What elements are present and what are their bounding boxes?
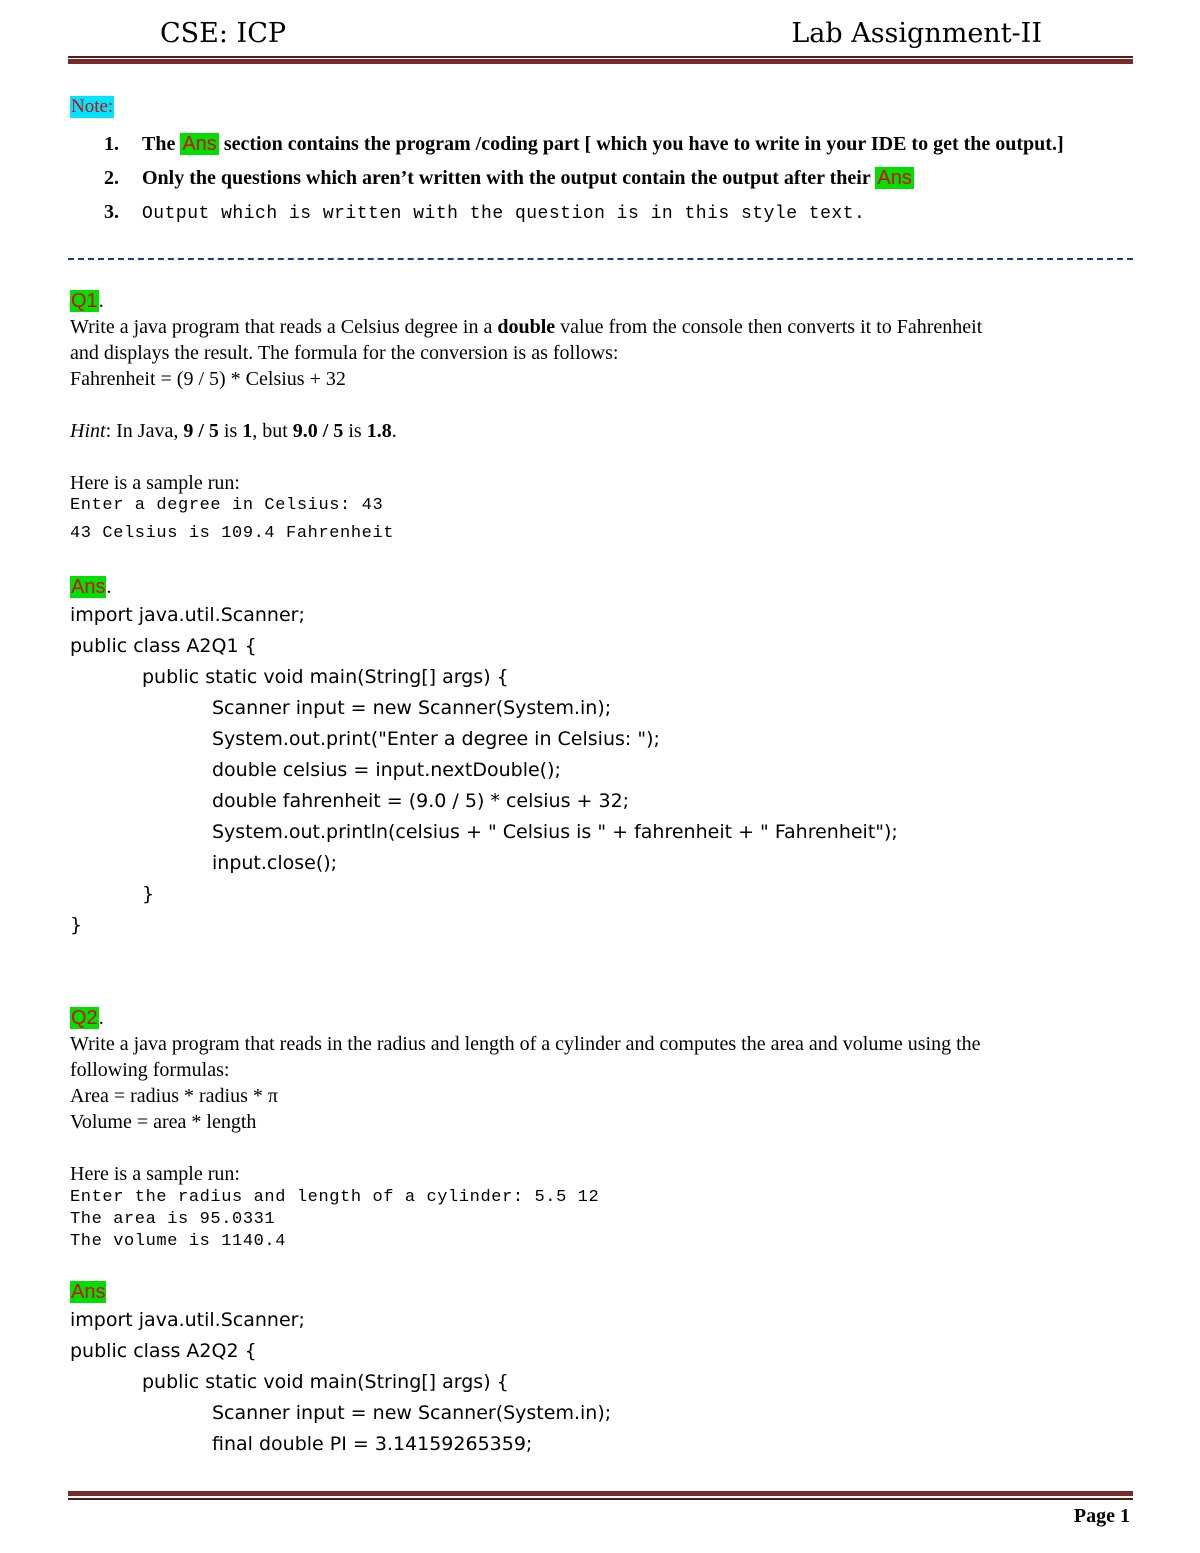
hint-text: 9 / 5	[183, 420, 219, 442]
page-number: Page 1	[1073, 1505, 1130, 1527]
hint-text: 1	[242, 420, 253, 442]
hint-text: 9.0 / 5	[292, 420, 344, 442]
code-line: }	[70, 914, 83, 936]
note-num: 2.	[104, 167, 119, 189]
code-line: System.out.println(celsius + " Celsius is " + fahrenheit + " Fahrenheit");	[212, 821, 898, 843]
code-line: double fahrenheit = (9.0 / 5) * celsius + 32;	[212, 790, 630, 812]
assignment-title: Lab Assignment-II	[791, 18, 1042, 49]
hint-text: .	[391, 420, 397, 442]
note-label: Note:	[71, 96, 114, 117]
header-rule-thick	[68, 59, 1133, 64]
q2-sample-output: The volume is 1140.4	[70, 1232, 287, 1251]
code-line: input.close();	[212, 852, 338, 874]
q2-punct: .	[98, 1007, 104, 1029]
q1-sample-output: Enter a degree in Celsius: 43	[70, 496, 384, 515]
q2-ans-label: Ans	[71, 1281, 106, 1303]
code-line: public class A2Q1 {	[70, 635, 257, 657]
code-line: Scanner input = new Scanner(System.in);	[212, 697, 612, 719]
q1-label: Q1	[71, 290, 98, 312]
note-item-3	[104, 198, 1114, 228]
q1-hint	[70, 418, 397, 444]
q1-ans-label: Ans	[71, 576, 106, 598]
q1-ans-heading	[70, 574, 111, 600]
code-line: }	[142, 883, 155, 905]
note-list	[104, 130, 1114, 234]
course-title: CSE: ICP	[160, 18, 287, 49]
ans-highlight: Ans	[182, 133, 217, 155]
q2-label: Q2	[71, 1007, 98, 1029]
q2-sample-output: Enter the radius and length of a cylinder: 5.5 12	[70, 1188, 600, 1207]
q2-heading	[70, 1005, 104, 1031]
q1-text-bold: double	[497, 316, 556, 338]
header-rule-thin	[68, 56, 1133, 58]
q1-text-line2: and displays the result. The formula for the conversion is as follows:	[70, 342, 619, 364]
dashed-separator	[68, 258, 1133, 260]
ans-highlight: Ans	[877, 167, 912, 189]
q1-text: Write a java program that reads a Celsius degree in a	[70, 316, 498, 338]
q1-formula: Fahrenheit = (9 / 5) * Celsius + 32	[70, 368, 346, 390]
q2-text-line2: following formulas:	[70, 1059, 230, 1081]
code-line: public static void main(String[] args) {	[142, 1371, 509, 1393]
q2-formula-volume: Volume = area * length	[70, 1111, 257, 1133]
hint-text: is	[218, 420, 243, 442]
q1-sample-output: 43 Celsius is 109.4 Fahrenheit	[70, 524, 395, 543]
note-num: 1.	[104, 133, 119, 155]
note-text: Only the questions which aren’t written with the output contain the output after their	[142, 167, 876, 189]
q2-sample-output: The area is 95.0331	[70, 1210, 276, 1229]
hint-text: , but	[252, 420, 293, 442]
code-line: import java.util.Scanner;	[70, 1309, 305, 1331]
note-text: section contains the program /coding part [ which you have to write in your IDE to get the output.]	[218, 133, 1064, 155]
q2-sample-intro: Here is a sample run:	[70, 1163, 240, 1185]
hint-text: is	[343, 420, 367, 442]
hint-text: 1.8	[366, 420, 392, 442]
q1-text-line1	[70, 314, 982, 340]
code-line: Scanner input = new Scanner(System.in);	[212, 1402, 612, 1424]
code-line: final double PI = 3.14159265359;	[212, 1433, 533, 1455]
note-text: The	[142, 133, 181, 155]
q1-punct: .	[98, 290, 104, 312]
q2-formula-area: Area = radius * radius * π	[70, 1085, 278, 1107]
q1-sample-intro: Here is a sample run:	[70, 472, 240, 494]
hint-label: Hint	[70, 420, 106, 442]
q2-ans-heading	[70, 1279, 106, 1305]
code-line: public static void main(String[] args) {	[142, 666, 509, 688]
note-text-mono: Output which is written with the question is in this style text.	[142, 204, 866, 224]
q1-heading	[70, 288, 104, 314]
code-line: import java.util.Scanner;	[70, 604, 305, 626]
code-line: public class A2Q2 {	[70, 1340, 257, 1362]
q1-text: value from the console then converts it to Fahrenheit	[555, 316, 983, 338]
footer-rule-thick	[68, 1491, 1133, 1496]
hint-text: : In Java,	[105, 420, 184, 442]
note-item-1	[104, 130, 1114, 158]
ans-punct: .	[106, 576, 112, 598]
note-num: 3.	[104, 201, 119, 223]
footer-rule-thin	[68, 1498, 1133, 1500]
note-item-2	[104, 164, 1114, 192]
q2-text-line1: Write a java program that reads in the radius and length of a cylinder and computes the area and volume using the	[70, 1033, 981, 1055]
code-line: System.out.print("Enter a degree in Celsius: ");	[212, 728, 660, 750]
code-line: double celsius = input.nextDouble();	[212, 759, 561, 781]
